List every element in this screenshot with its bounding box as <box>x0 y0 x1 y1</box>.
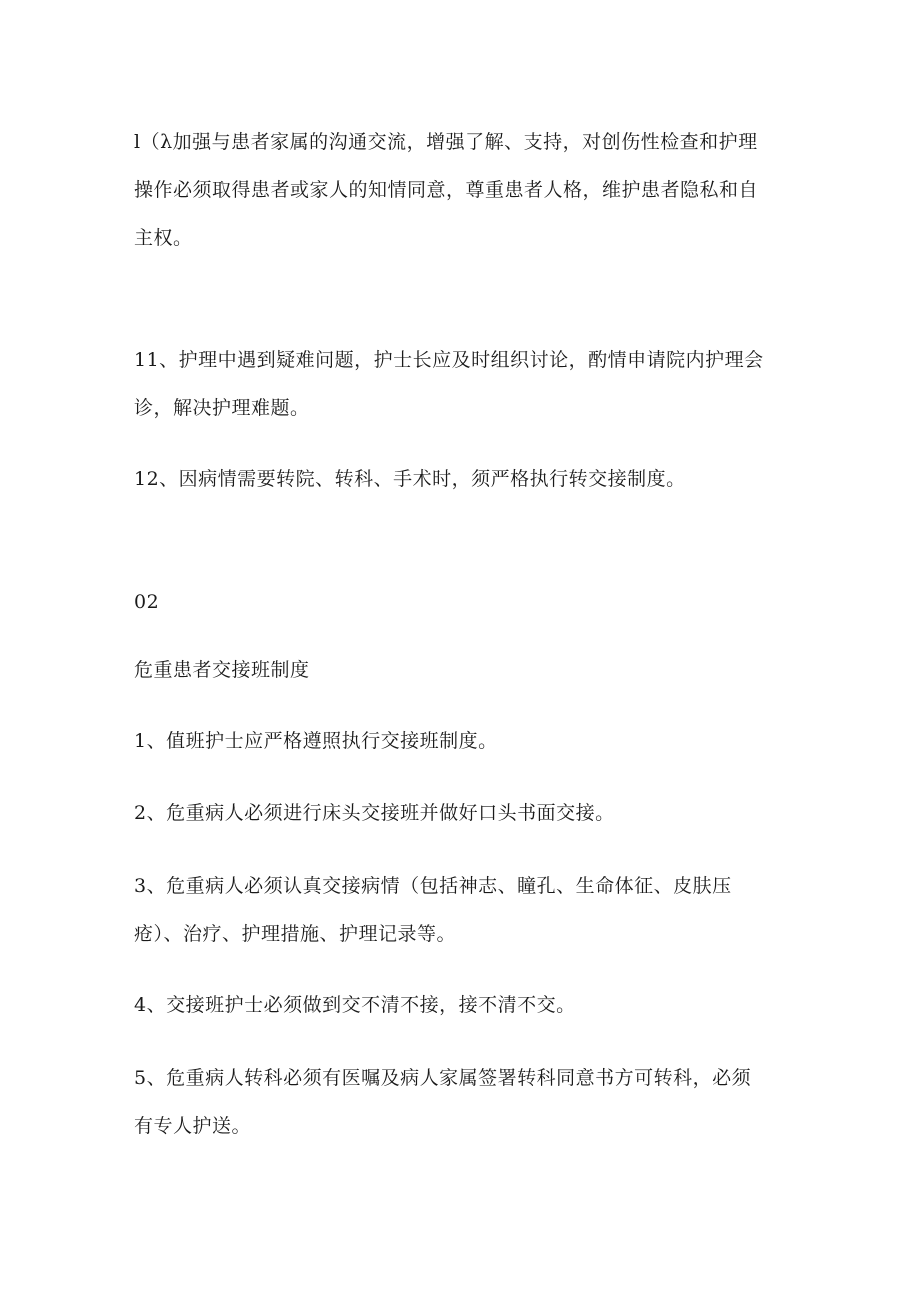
section-number <box>134 578 794 626</box>
paragraph-rule-3 <box>134 862 794 958</box>
text-line: 3、危重病人必须认真交接病情（包括神志、瞳孔、生命体征、皮肤压 <box>134 875 732 897</box>
text-line: 2、危重病人必须进行床头交接班并做好口头书面交接。 <box>134 802 615 824</box>
text-line: 主权。 <box>134 227 193 249</box>
text-line: 操作必须取得患者或家人的知情同意，尊重患者人格，维护患者隐私和自 <box>134 179 759 201</box>
text-line: l（λ加强与患者家属的沟通交流，增强了解、支持，对创伤性检查和护理 <box>134 131 758 153</box>
paragraph-item-10 <box>134 118 794 262</box>
text-line: 11、护理中遇到疑难问题，护士长应及时组织讨论，酌情申请院内护理会 <box>134 349 764 371</box>
paragraph-rule-1 <box>134 717 794 765</box>
text-line: 1、值班护士应严格遵照执行交接班制度。 <box>134 730 498 752</box>
text-line: 危重患者交接班制度 <box>134 659 310 681</box>
text-line: 疮）、治疗、护理措施、护理记录等。 <box>134 923 457 945</box>
paragraph-item-11 <box>134 336 794 432</box>
paragraph-rule-4 <box>134 981 794 1029</box>
text-line: 12、因病情需要转院、转科、手术时，须严格执行转交接制度。 <box>134 468 686 490</box>
text-line: 有专人护送。 <box>134 1115 252 1137</box>
paragraph-rule-2 <box>134 789 794 837</box>
paragraph-rule-5 <box>134 1054 794 1150</box>
text-line: 02 <box>134 591 160 613</box>
text-line: 5、危重病人转科必须有医嘱及病人家属签署转科同意书方可转科，必须 <box>134 1067 752 1089</box>
text-line: 4、交接班护士必须做到交不清不接，接不清不交。 <box>134 994 576 1016</box>
section-title <box>134 646 794 694</box>
text-line: 诊，解决护理难题。 <box>134 397 310 419</box>
paragraph-item-12 <box>134 455 794 503</box>
